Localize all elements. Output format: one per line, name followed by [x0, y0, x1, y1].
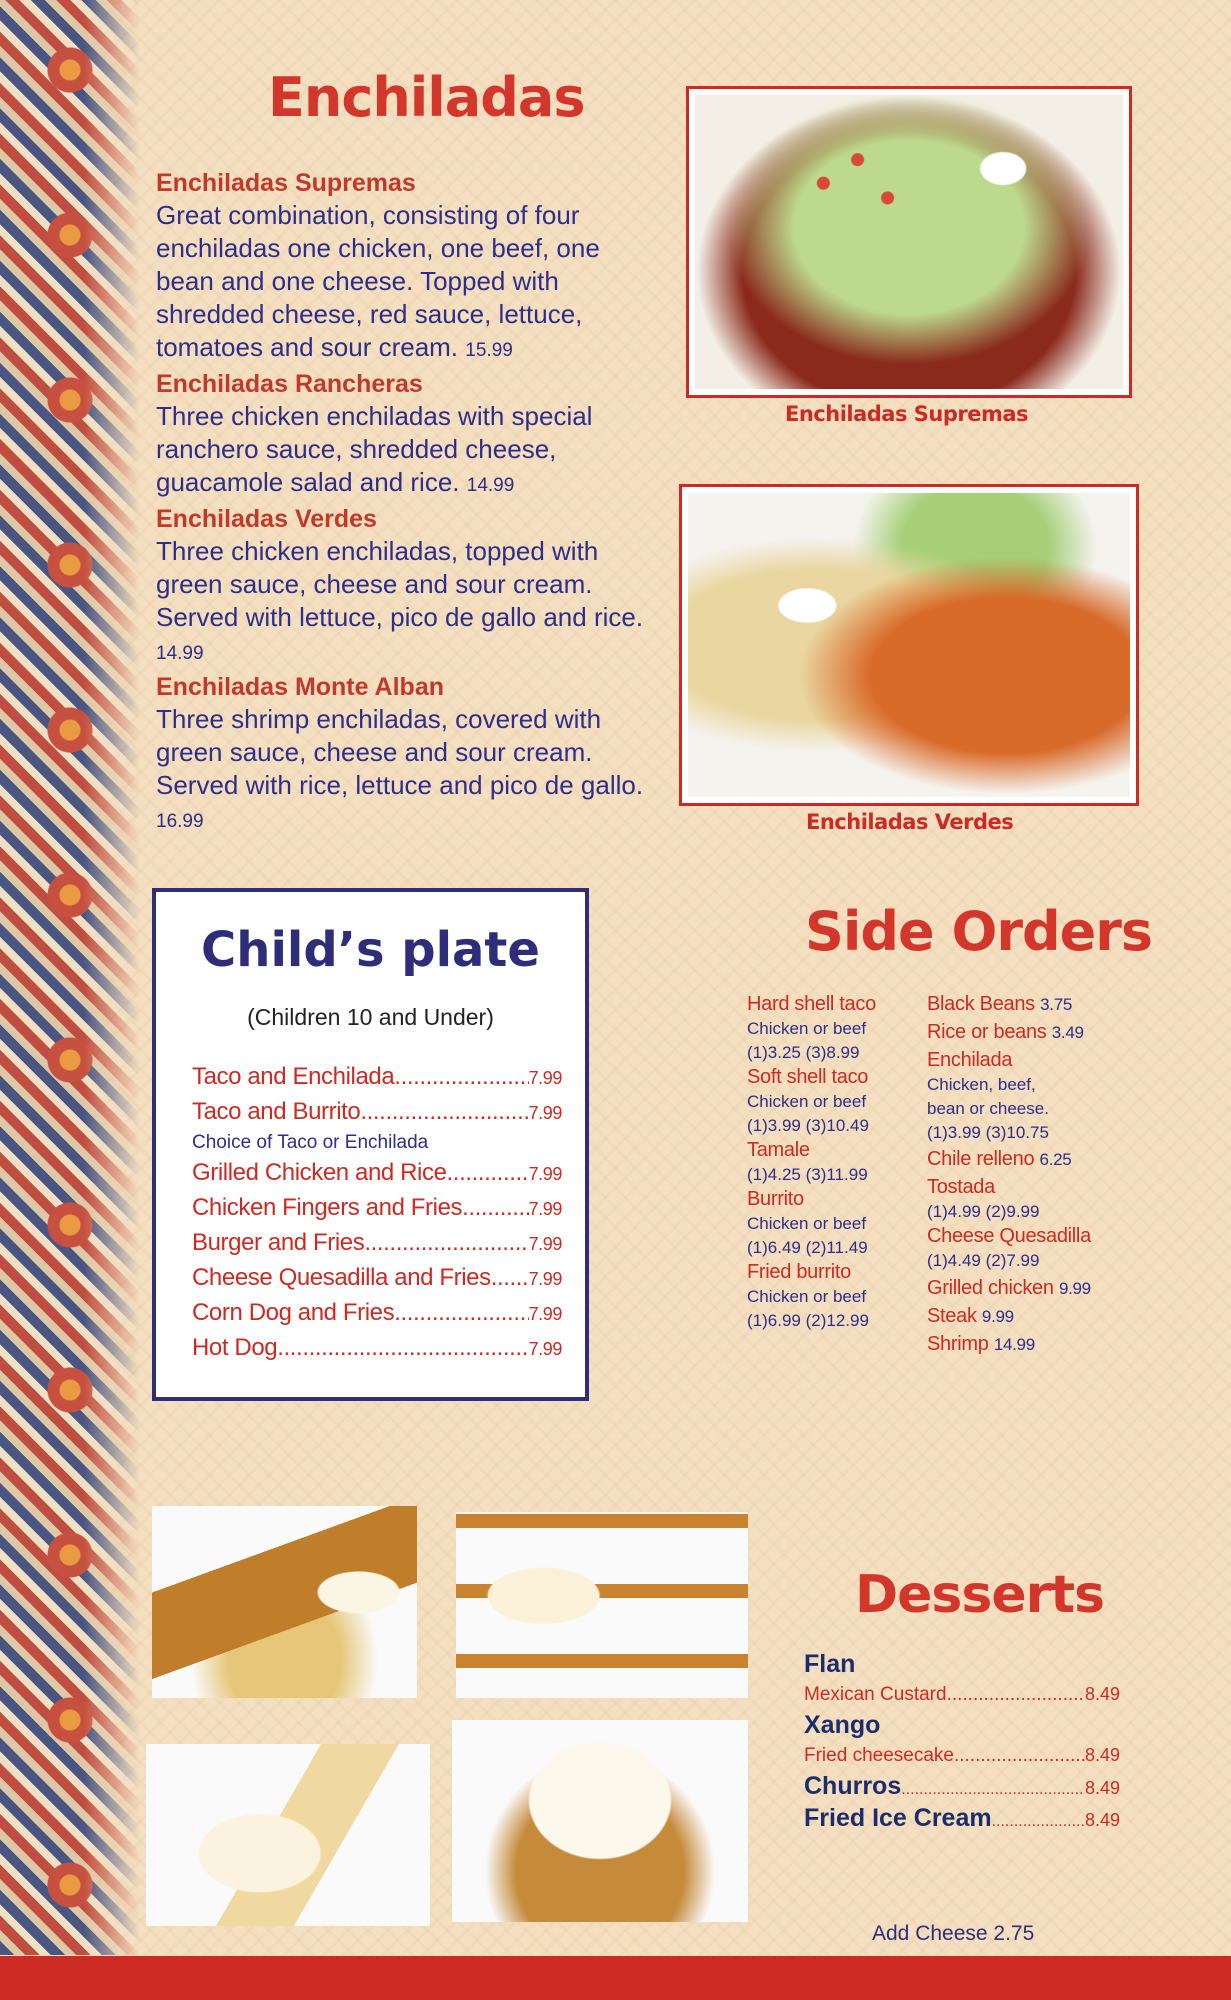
leader-dots — [954, 1742, 1085, 1770]
item-price: 9.99 — [1058, 1279, 1091, 1298]
leader-dots — [992, 1813, 1085, 1831]
side-item — [927, 992, 1147, 1017]
item-prices: (1)4.49 (2)7.99 — [927, 1251, 1040, 1270]
side-item — [747, 1260, 927, 1333]
leader-dots — [462, 1191, 528, 1224]
leader-dots — [901, 1781, 1085, 1799]
item-price: 3.49 — [1051, 1023, 1084, 1042]
item-desc: Chicken or beef — [747, 1214, 867, 1233]
side-orders-title: Side Orders — [805, 900, 1153, 963]
dessert-name: Xango — [804, 1711, 881, 1739]
item-price: 14.99 — [156, 643, 204, 664]
dessert-price: 8.49 — [1084, 1745, 1120, 1765]
dessert-name: Churros — [804, 1772, 902, 1800]
dessert-name: Fried Ice Cream — [804, 1804, 992, 1832]
item-name: Enchilada — [927, 1049, 1013, 1071]
item-name: Steak — [927, 1305, 977, 1327]
dessert-price: 8.49 — [1084, 1810, 1120, 1830]
leader-dots — [491, 1261, 529, 1294]
item-name: Chicken Fingers and Fries — [192, 1194, 463, 1221]
bottom-bar — [0, 1956, 1231, 2000]
item-name: Cheese Quesadilla — [927, 1225, 1091, 1247]
item-prices: (1)4.99 (2)9.99 — [927, 1202, 1040, 1221]
item-name: Fried burrito — [747, 1261, 851, 1283]
side-item — [927, 1175, 1147, 1224]
item-name: Burrito — [747, 1188, 804, 1210]
item-name: Tamale — [747, 1139, 810, 1161]
item-description — [156, 199, 656, 367]
side-item — [747, 992, 927, 1065]
item-name: Tostada — [927, 1176, 995, 1198]
add-cheese-note: Add Cheese 2.75 — [872, 1922, 1035, 1945]
item-name: Hard shell taco — [747, 993, 876, 1015]
dessert-price: 8.49 — [1084, 1778, 1120, 1798]
item-prices: (1)4.25 (3)11.99 — [747, 1165, 868, 1184]
dessert-subtitle: Fried cheesecake — [804, 1745, 954, 1766]
item-prices: (1)3.25 (3)8.99 — [747, 1043, 860, 1062]
leader-dots — [394, 1296, 528, 1329]
enchiladas-list — [156, 168, 656, 840]
item-price: 6.25 — [1039, 1150, 1072, 1169]
item-desc: Chicken, beef, — [927, 1075, 1036, 1094]
photo-churros — [456, 1512, 748, 1698]
item-price: 7.99 — [528, 1269, 562, 1289]
desserts-title: Desserts — [855, 1565, 1105, 1625]
leader-dots — [394, 1060, 528, 1093]
menu-item — [192, 1261, 562, 1296]
side-item — [747, 1138, 927, 1187]
dessert-row — [804, 1802, 1120, 1834]
side-item — [747, 1187, 927, 1260]
item-description — [156, 400, 656, 502]
item-desc: Chicken or beef — [747, 1287, 867, 1306]
item-price: 14.99 — [993, 1335, 1035, 1354]
dessert-row — [804, 1770, 1120, 1802]
side-item — [927, 1304, 1147, 1329]
item-description — [156, 535, 656, 670]
side-item — [747, 1065, 927, 1138]
food-image — [695, 95, 1123, 389]
menu-item — [156, 504, 656, 670]
item-name: Enchiladas Supremas — [156, 169, 416, 197]
photo-caption: Enchiladas Supremas — [785, 402, 1029, 426]
dessert-row — [804, 1680, 1120, 1709]
menu-item — [156, 369, 656, 502]
childs-plate-subtitle: (Children 10 and Under) — [247, 1004, 494, 1030]
leader-dots — [364, 1226, 528, 1259]
item-price: 7.99 — [528, 1199, 562, 1219]
menu-item — [192, 1331, 562, 1366]
item-price: 7.99 — [528, 1304, 562, 1324]
childs-plate-box — [152, 888, 589, 1401]
item-desc-text: Three chicken enchiladas with special ranchero sauce, shredded cheese, guacamole salad and rice. — [156, 401, 593, 497]
item-name: Grilled Chicken and Rice — [192, 1159, 447, 1186]
item-price: 16.99 — [156, 811, 204, 832]
photo-flan — [152, 1506, 417, 1698]
side-item — [927, 1147, 1147, 1172]
item-note: Choice of Taco or Enchilada — [192, 1132, 429, 1153]
item-name: Cheese Quesadilla and Fries — [192, 1264, 491, 1291]
menu-item — [192, 1226, 562, 1261]
leader-dots — [947, 1681, 1085, 1709]
photo-enchiladas-supremas — [686, 86, 1132, 398]
item-prices: (1)3.99 (3)10.75 — [927, 1123, 1049, 1142]
childs-plate-title: Child’s plate — [201, 922, 540, 978]
item-name: Burger and Fries — [192, 1229, 365, 1256]
item-name: Enchiladas Monte Alban — [156, 673, 445, 701]
food-image — [688, 493, 1130, 797]
item-name: Grilled chicken — [927, 1277, 1054, 1299]
menu-item — [192, 1296, 562, 1331]
menu-item — [156, 168, 656, 367]
photo-enchiladas-verdes — [679, 484, 1139, 806]
item-name: Rice or beans — [927, 1021, 1047, 1043]
dessert-subtitle: Mexican Custard — [804, 1684, 947, 1705]
item-price: 9.99 — [981, 1307, 1014, 1326]
item-prices: (1)3.99 (3)10.49 — [747, 1116, 869, 1135]
menu-item — [156, 672, 656, 838]
dessert-row — [804, 1741, 1120, 1770]
item-prices: (1)6.49 (2)11.49 — [747, 1238, 868, 1257]
menu-item — [192, 1060, 562, 1095]
side-orders-right-column — [927, 992, 1147, 1357]
side-item — [927, 1048, 1147, 1145]
item-name: Taco and Enchilada — [192, 1063, 395, 1090]
photo-caption: Enchiladas Verdes — [806, 810, 1014, 834]
item-name: Hot Dog — [192, 1334, 278, 1361]
item-description — [156, 703, 656, 838]
side-orders-left-column — [747, 992, 927, 1333]
item-desc: bean or cheese. — [927, 1099, 1049, 1118]
item-desc-text: Great combination, consisting of four enchiladas one chicken, one beef, one bean and one cheese. Topped with shredded cheese, red sauce, lettuce, tomatoes and sour cream. — [156, 200, 600, 362]
item-desc: Chicken or beef — [747, 1019, 867, 1038]
item-price: 14.99 — [466, 475, 515, 496]
item-price: 7.99 — [528, 1234, 562, 1254]
side-item — [927, 1332, 1147, 1357]
item-price: 7.99 — [528, 1068, 562, 1088]
photo-fried-ice-cream — [452, 1720, 748, 1922]
item-price: 7.99 — [528, 1339, 562, 1359]
item-name: Chile relleno — [927, 1148, 1035, 1170]
side-item — [927, 1020, 1147, 1045]
dessert-price: 8.49 — [1084, 1684, 1120, 1704]
item-price: 15.99 — [465, 340, 513, 361]
item-price: 7.99 — [528, 1103, 562, 1123]
menu-item — [192, 1191, 562, 1226]
leader-dots — [360, 1095, 528, 1128]
menu-item — [192, 1095, 562, 1130]
item-name: Corn Dog and Fries — [192, 1299, 395, 1326]
photo-xango — [146, 1744, 430, 1926]
item-price: 3.75 — [1040, 995, 1073, 1014]
leader-dots — [277, 1331, 528, 1364]
item-desc-text: Three chicken enchiladas, topped with green sauce, cheese and sour cream. Served with lettuce, pico de gallo and rice. — [156, 536, 644, 632]
dessert-name: Flan — [804, 1650, 856, 1678]
enchiladas-title: Enchiladas — [268, 66, 585, 129]
item-prices: (1)6.99 (2)12.99 — [747, 1311, 869, 1330]
item-desc-text: Three shrimp enchiladas, covered with green sauce, cheese and sour cream. Served with rice, lettuce and pico de gallo. — [156, 704, 644, 800]
childs-plate-list — [192, 1060, 562, 1366]
leader-dots — [447, 1156, 529, 1189]
item-name: Enchiladas Rancheras — [156, 370, 423, 398]
item-name: Black Beans — [927, 993, 1035, 1015]
item-name: Soft shell taco — [747, 1066, 869, 1088]
item-price: 7.99 — [528, 1164, 562, 1184]
side-item — [927, 1276, 1147, 1301]
item-name: Taco and Burrito — [192, 1098, 361, 1125]
item-name: Enchiladas Verdes — [156, 505, 377, 533]
decorative-border — [0, 0, 140, 1955]
desserts-list — [804, 1648, 1120, 1834]
side-item — [927, 1224, 1147, 1273]
menu-item — [192, 1156, 562, 1191]
item-name: Shrimp — [927, 1333, 989, 1355]
item-desc: Chicken or beef — [747, 1092, 867, 1111]
